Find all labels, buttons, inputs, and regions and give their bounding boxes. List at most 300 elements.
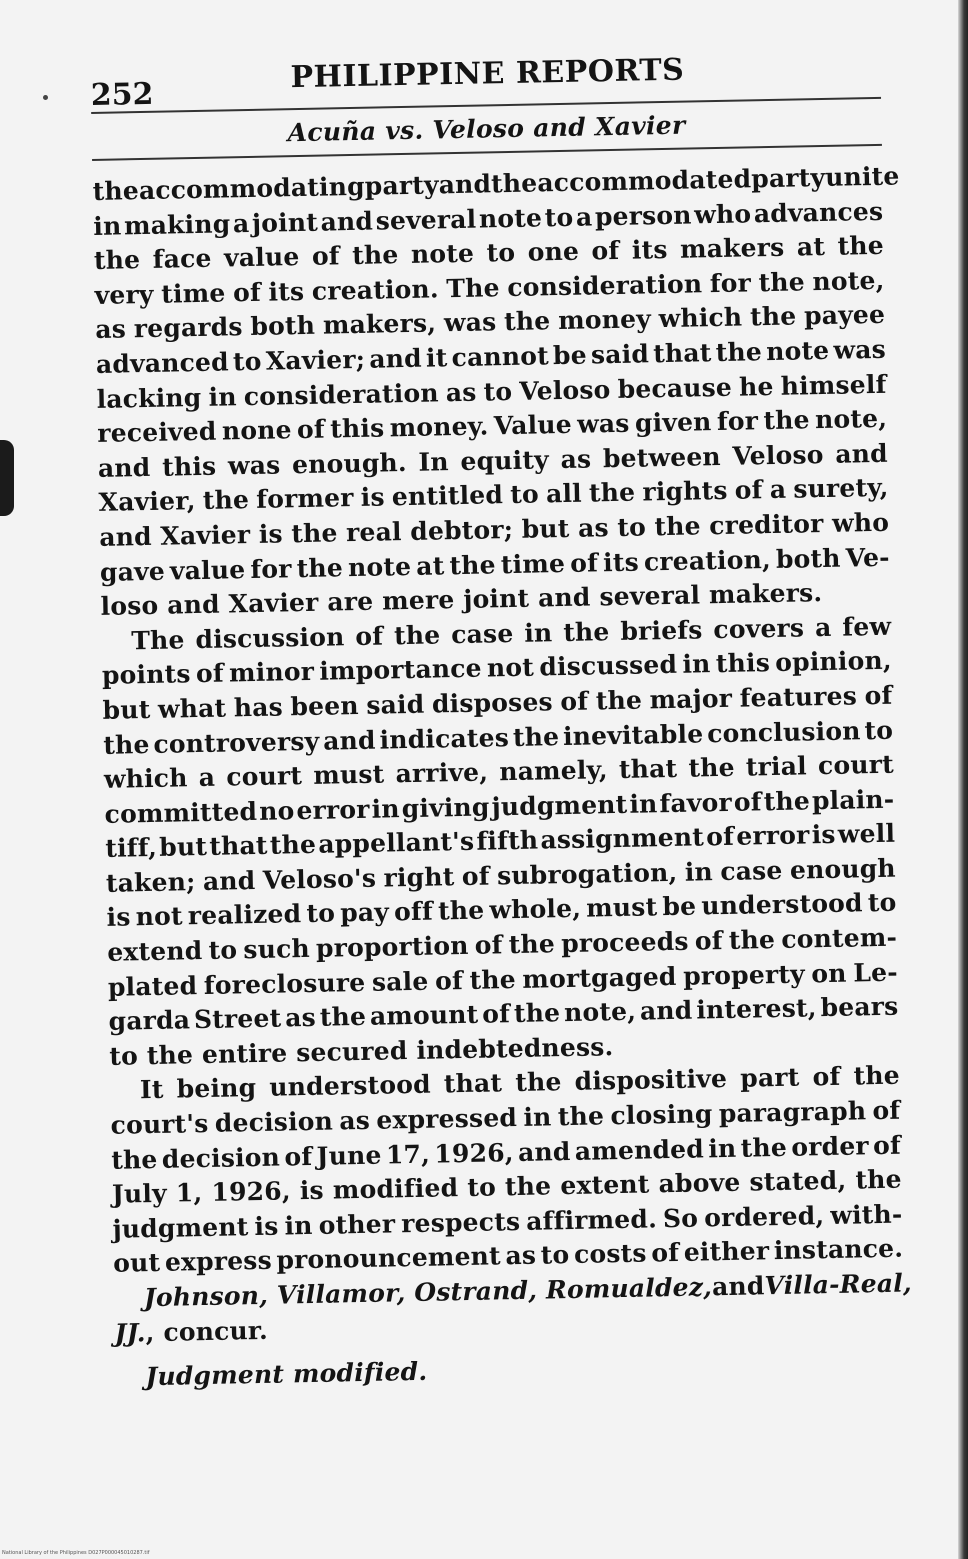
word: affirmed. [525, 1204, 658, 1236]
word: the [269, 830, 317, 860]
word: its [268, 276, 305, 307]
page-edge-shadow [958, 0, 968, 1559]
word: disposes [431, 687, 554, 719]
word: the [202, 485, 250, 516]
word: is [811, 820, 836, 850]
word: note [765, 335, 830, 367]
word: of [434, 965, 464, 996]
word: makers, [322, 308, 437, 340]
word: out [112, 1248, 161, 1279]
word: the [103, 729, 150, 760]
word: the [110, 1144, 158, 1175]
word: proportion [315, 930, 469, 963]
word: equity [460, 445, 550, 476]
word: to [867, 888, 897, 918]
word: arrive, [395, 757, 489, 789]
word: as [95, 314, 127, 345]
word: but [521, 513, 570, 544]
word: because [617, 372, 733, 404]
word: advanced [95, 347, 230, 379]
word: of [569, 547, 599, 578]
word: this [329, 413, 385, 444]
concurring-justices: Johnson, Villamor, Ostrand, Romualdez, [143, 1272, 713, 1313]
word: that [209, 831, 268, 862]
word: of [812, 1062, 841, 1092]
word: note, [814, 403, 888, 435]
word: given [634, 407, 712, 438]
word: paragraph [718, 1096, 867, 1129]
word: the [837, 230, 885, 261]
word: 17, [385, 1139, 431, 1170]
word: amended [574, 1134, 705, 1166]
word: but [158, 832, 208, 863]
word: in [371, 793, 400, 824]
word: to [483, 376, 513, 407]
word: is [360, 482, 385, 513]
word: plain- [811, 784, 895, 815]
word: as [577, 513, 610, 543]
word: ordered, [703, 1200, 825, 1233]
word: of [733, 786, 762, 817]
word: the [296, 552, 344, 583]
word: of [560, 686, 589, 716]
word: the [504, 1171, 552, 1202]
word: other [318, 1209, 396, 1240]
word: appellant's [318, 827, 475, 860]
word: The [446, 272, 500, 303]
word: the [588, 477, 636, 508]
word: of [864, 680, 893, 711]
word: whole, [489, 894, 582, 925]
concurrence-and: and [711, 1271, 765, 1302]
word: Street [193, 1003, 282, 1035]
word: was [833, 334, 887, 365]
word: which [658, 302, 743, 334]
word: conclusion [706, 715, 861, 748]
word: the [855, 1164, 902, 1195]
word: to [306, 898, 336, 929]
word: amount [369, 999, 479, 1032]
word: to [864, 715, 894, 745]
word: on [811, 958, 847, 988]
word: extent [560, 1169, 650, 1201]
word: In [418, 446, 450, 477]
word: the [557, 1101, 605, 1132]
word: note [410, 238, 475, 270]
word: in [208, 381, 237, 412]
word: The [131, 625, 185, 656]
word: its [602, 547, 640, 577]
word: of [872, 1130, 902, 1160]
word: the [688, 752, 735, 783]
word: of [591, 236, 620, 266]
text-line: loso and Xavier are mere joint and several makers. [100, 578, 823, 622]
word: the [503, 306, 551, 337]
word: decision [214, 1106, 334, 1138]
word: subrogation, [496, 857, 678, 891]
word: enough. [291, 447, 408, 479]
word: was [576, 408, 630, 439]
word: 1, [175, 1178, 203, 1208]
word: the [595, 685, 643, 716]
word: of [694, 926, 723, 956]
word: the [449, 549, 497, 580]
word: and [99, 521, 153, 552]
word: between [602, 441, 722, 473]
word: Veloso [519, 374, 611, 406]
word: party [364, 170, 439, 201]
word: which [103, 763, 188, 794]
word: for [709, 268, 752, 298]
word: both [250, 311, 316, 342]
word: was [227, 450, 281, 481]
word: closing [610, 1099, 713, 1131]
word: of [651, 1238, 680, 1268]
word: this [715, 648, 771, 679]
word: the [93, 245, 141, 276]
word: enough [789, 853, 896, 885]
word: inevitable [562, 718, 704, 751]
word: the [319, 1002, 367, 1033]
word: the [513, 998, 561, 1029]
case-title: Acuña vs. Veloso and Xavier [287, 110, 686, 148]
word: who [831, 507, 890, 538]
word: Value [493, 409, 573, 441]
word: note [478, 202, 543, 234]
word: a [232, 208, 250, 238]
word: at [796, 232, 826, 262]
word: mortgaged [522, 961, 677, 994]
word: the [740, 1132, 788, 1163]
word: in [682, 649, 711, 680]
word: the [715, 337, 763, 368]
word: the [351, 240, 399, 271]
word: all [545, 478, 583, 509]
word: major [649, 683, 733, 715]
word: and [202, 865, 256, 896]
word: trial [745, 751, 808, 782]
word: the [654, 511, 701, 542]
word: of [705, 822, 735, 852]
word: favor [659, 787, 733, 818]
word: Xavier [160, 519, 251, 551]
word: to [617, 512, 647, 542]
word: the [749, 301, 797, 332]
word: pay [339, 897, 390, 928]
word: said [366, 689, 425, 720]
word: of [195, 658, 225, 689]
word: in [629, 788, 658, 819]
word: error [736, 820, 810, 852]
word: gave [99, 556, 166, 587]
word: taken; [105, 867, 196, 898]
word: being [176, 1073, 257, 1104]
word: off [393, 897, 434, 927]
word: creation. [311, 274, 440, 306]
word: making [123, 208, 231, 240]
word: expressed [376, 1103, 518, 1135]
word: consideration [243, 377, 439, 411]
body-text [92, 160, 913, 1396]
word: July [111, 1178, 168, 1210]
word: the [469, 964, 517, 995]
word: in [523, 1102, 552, 1132]
word: rights [642, 476, 728, 507]
word: instance. [773, 1234, 904, 1266]
word: of [734, 475, 763, 506]
word: of [296, 414, 326, 445]
word: with- [830, 1199, 903, 1230]
word: tiff, [105, 833, 158, 864]
word: opinion, [774, 646, 893, 678]
word: the [758, 267, 806, 297]
word: either [683, 1236, 770, 1268]
word: It [139, 1075, 164, 1105]
word: of [284, 1141, 313, 1172]
word: money [557, 304, 652, 336]
word: respects [400, 1206, 521, 1239]
word: himself [780, 369, 887, 401]
word: not [486, 652, 535, 683]
word: in [707, 1133, 737, 1163]
word: stated, [749, 1165, 847, 1197]
word: advances [753, 196, 884, 228]
word: 1926, [434, 1137, 514, 1169]
word: the [512, 721, 560, 752]
concurring-justice-last: Villa-Real, [764, 1268, 913, 1301]
word: Ve- [845, 542, 890, 573]
word: of [232, 277, 262, 308]
word: to [208, 935, 238, 965]
word: importance [319, 653, 482, 687]
word: the [853, 1061, 901, 1091]
word: June [316, 1140, 382, 1171]
word: assignment [540, 822, 705, 855]
word: no [258, 795, 295, 826]
word: time [160, 278, 226, 309]
word: one [527, 236, 580, 267]
word: express [164, 1246, 273, 1278]
word: in [284, 1210, 313, 1241]
word: but [102, 694, 151, 725]
word: covers [713, 613, 805, 644]
word: real [345, 517, 402, 548]
word: and [369, 343, 423, 374]
word: error [296, 794, 370, 825]
word: unite [824, 161, 900, 192]
word: as [445, 377, 477, 407]
word: understood [701, 888, 863, 921]
word: the [728, 925, 776, 955]
word: So [662, 1203, 699, 1234]
word: the [92, 176, 140, 206]
word: what [157, 693, 227, 724]
word: 1926, [211, 1176, 292, 1208]
word: face [152, 243, 212, 275]
word: makers [679, 232, 785, 264]
word: briefs [620, 615, 703, 646]
word: as [339, 1105, 371, 1136]
word: such [243, 934, 311, 965]
word: and [320, 206, 374, 237]
word: note, [563, 996, 637, 1028]
word: time [500, 548, 566, 579]
word: controversy [153, 726, 320, 759]
word: to [540, 1240, 570, 1270]
word: order [791, 1130, 870, 1162]
word: dispositive [574, 1064, 728, 1097]
word: giving [401, 792, 490, 823]
word: as [505, 1241, 537, 1271]
text-line: to the entire secured indebtedness. [109, 1031, 614, 1071]
word: in [524, 617, 553, 648]
word: said [590, 339, 650, 370]
binding-mark [0, 440, 14, 516]
word: and [835, 438, 889, 469]
word: joint [251, 207, 319, 238]
word: the [393, 620, 441, 650]
word: part [739, 1063, 800, 1094]
word: is [299, 1175, 325, 1206]
word: modified [332, 1173, 459, 1205]
word: foreclosure [203, 967, 366, 1000]
word: the [562, 616, 610, 647]
word: right [383, 862, 455, 893]
word: in [93, 211, 122, 241]
word: has [233, 692, 284, 723]
word: of [355, 621, 384, 651]
word: and [639, 995, 693, 1026]
word: he [738, 371, 774, 402]
word: to [467, 1172, 497, 1203]
word: note, [812, 265, 885, 296]
word: court [817, 749, 895, 781]
word: to [232, 346, 262, 377]
word: entitled [391, 480, 504, 512]
word: note [347, 551, 412, 582]
word: that [652, 338, 712, 369]
word: party [750, 162, 826, 194]
word: Xavier, [98, 486, 196, 518]
word: not [135, 901, 184, 932]
word: very [94, 279, 154, 310]
word: Xavier; [265, 344, 366, 376]
word: contem- [781, 922, 898, 954]
word: namely, [499, 755, 609, 787]
word: understood [269, 1070, 432, 1103]
word: case [720, 855, 783, 886]
word: lacking [96, 382, 202, 414]
word: Veloso's [262, 863, 377, 895]
word: its [631, 235, 668, 265]
word: proceeds [560, 926, 689, 959]
word: judgment [491, 789, 628, 822]
word: is [258, 519, 284, 549]
word: surety, [793, 473, 889, 504]
word: of [311, 241, 341, 271]
word: few [842, 611, 892, 642]
word: must [313, 759, 385, 790]
word: creditor [708, 508, 824, 541]
word: of [474, 930, 503, 960]
page-header [90, 37, 881, 113]
word: regards [133, 312, 243, 344]
word: debtor; [409, 514, 514, 546]
word: none [221, 415, 292, 446]
word: of [872, 1095, 901, 1126]
ink-dot [43, 95, 48, 100]
word: former [255, 483, 354, 515]
word: court [226, 761, 303, 792]
word: of [461, 861, 490, 891]
word: bears [820, 991, 899, 1023]
word: and [438, 169, 492, 200]
word: indicates [379, 722, 510, 755]
word: it [425, 343, 448, 373]
word: the [515, 1067, 562, 1098]
word: be [552, 340, 588, 371]
word: realized [187, 899, 302, 931]
word: consideration [507, 269, 703, 302]
word: be [662, 891, 697, 922]
word: fifth [476, 825, 539, 857]
word: costs [573, 1238, 647, 1270]
running-title: PHILIPPINE REPORTS [290, 52, 685, 96]
word: as [560, 444, 592, 474]
word: judgment [112, 1211, 249, 1244]
concur-verb: , concur. [145, 1315, 269, 1347]
word: at [415, 550, 445, 581]
word: court's [110, 1108, 209, 1140]
word: points [101, 659, 191, 691]
word: the [763, 786, 811, 816]
word: cannot [451, 341, 550, 373]
word: that [618, 753, 678, 785]
word: of [481, 999, 511, 1029]
word: is [254, 1211, 279, 1241]
word: a [769, 475, 787, 505]
word: garda [108, 1005, 191, 1037]
word: for [250, 553, 292, 584]
word: money. [389, 411, 489, 443]
word: plated [107, 970, 198, 1002]
page-content [90, 37, 913, 1396]
word: received [97, 416, 217, 449]
word: and [322, 725, 376, 756]
word: extend [107, 936, 203, 967]
word: been [290, 690, 360, 722]
word: the [437, 896, 485, 926]
word: the [291, 518, 338, 549]
word: as [284, 1003, 317, 1033]
word: Le- [853, 957, 899, 988]
word: this [161, 451, 217, 482]
word: value [169, 554, 246, 586]
word: accommodating [138, 171, 366, 206]
word: committed [104, 796, 258, 829]
word: minor [228, 657, 315, 688]
word: and [97, 452, 151, 483]
word: was [443, 307, 497, 338]
word: to [486, 238, 516, 268]
word: features [739, 681, 858, 713]
word: sale [371, 966, 429, 997]
word: for [716, 406, 759, 437]
word: person [594, 200, 692, 231]
word: accommodated [537, 164, 752, 198]
word: decision [161, 1142, 281, 1174]
scan-footer-note: National Library of the Philippines D027P000045010287.tif [2, 1550, 150, 1556]
